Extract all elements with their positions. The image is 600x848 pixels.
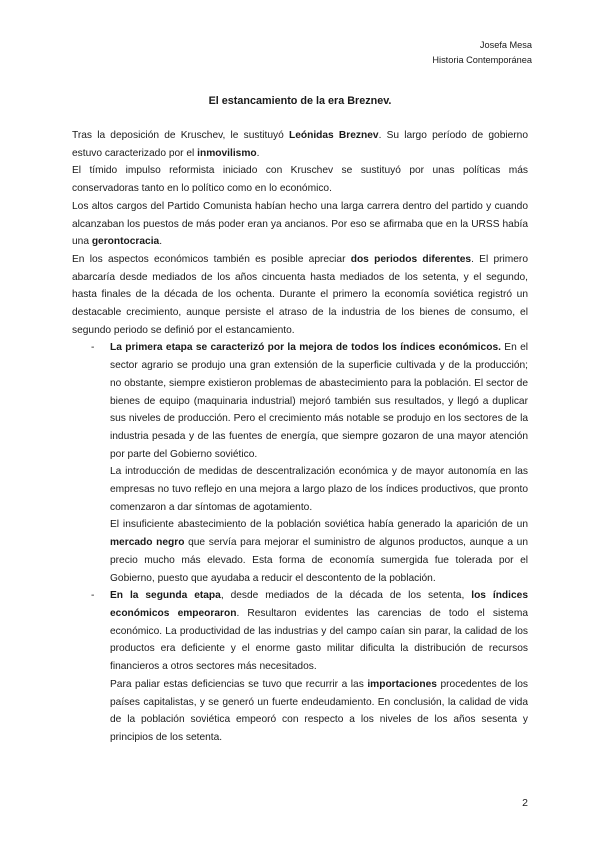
text-run: . Resultaron evidentes las carencias de todo el sistema económico. La productividad de las industrias y del campo caían sin parar, la calidad de los productos era deficiente y el enorme gasto militar dificulta la distribución de recursos financieros a otros sectores más necesitados. bbox=[110, 607, 528, 673]
text-run: Tras la deposición de Kruschev, le sustituyó bbox=[72, 130, 289, 141]
text-run: , desde mediados de la década de los setenta, bbox=[220, 590, 472, 602]
paragraph bbox=[72, 127, 528, 162]
paragraph bbox=[110, 516, 528, 587]
text-run: En el sector agrario se produjo una gran extensión de la superficie cultivada y de la producción; no obstante, siempre existieron problemas de abastecimiento para la población. El sector de bienes de equipo (maquinaria industrial) mejoró también sus resultados, y llegó a duplicar sus niveles de producción. Pero el crecimiento más notable se produjo en los sectores de la industria pesada y de las fuentes de energía, que siempre gozaron de una mayor atención por parte del Gobierno soviético. bbox=[110, 342, 528, 460]
bold-text: inmovilismo bbox=[197, 147, 257, 159]
text-run: La introducción de medidas de descentralización económica y de mayor autonomía en las empresas no tuvo reflejo en una mejora a largo plazo de los índices productivos, que pronto comenzaron a dar síntomas de agotamiento. bbox=[110, 466, 528, 513]
text-run: . bbox=[256, 147, 260, 159]
intro-section bbox=[72, 127, 528, 339]
list-item bbox=[72, 587, 528, 746]
bold-text: La primera etapa se caracterizó por la mejora de todos los índices económicos. bbox=[110, 342, 501, 354]
text-run: . Su largo período de gobierno estuvo caracterizado por el bbox=[72, 130, 529, 159]
bold-text: mercado negro bbox=[110, 537, 185, 549]
paragraph bbox=[72, 251, 528, 340]
text-run: . El primero abarcaría desde mediados de los años cincuenta hasta mediados de los setenta, y el segundo, hasta finales de la década de los ochenta. Durante el primero la economía soviética registró un destacable crecimiento, aunque persiste el atraso de la industria de los bienes de consumo, el segundo periodo se definió por el estancamiento. bbox=[72, 253, 528, 336]
page-number: 2 bbox=[522, 797, 528, 809]
list-dash: - bbox=[91, 342, 95, 354]
text-run: . bbox=[159, 236, 163, 248]
document-title: El estancamiento de la era Breznev. bbox=[208, 95, 392, 107]
bold-text: gerontocracia bbox=[91, 236, 160, 248]
paragraph bbox=[110, 339, 528, 463]
paragraph bbox=[110, 463, 528, 516]
paragraph bbox=[72, 162, 528, 197]
list-item bbox=[72, 339, 528, 587]
bold-text: importaciones bbox=[367, 678, 437, 690]
text-run: En los aspectos económicos también es posible apreciar bbox=[72, 253, 351, 265]
bold-text: Leónidas Breznev bbox=[289, 130, 379, 141]
document-body bbox=[72, 127, 528, 747]
text-run: El insuficiente abastecimiento de la población soviética había generado la aparición de un bbox=[110, 519, 528, 531]
text-run: Para paliar estas deficiencias se tuvo que recurrir a las bbox=[110, 678, 368, 690]
author-name: Josefa Mesa bbox=[479, 40, 532, 50]
bullet-list bbox=[72, 339, 528, 746]
bold-text: dos periodos diferentes bbox=[350, 253, 472, 265]
text-run: El tímido impulso reformista iniciado con Kruschev se sustituyó por unas políticas más conservadoras tanto en lo político como en lo económico. bbox=[72, 165, 528, 195]
bold-text: los índices económicos empeoraron bbox=[110, 590, 528, 619]
subject-name: Historia Contemporánea bbox=[432, 54, 532, 65]
text-run: que servía para mejorar el suministro de algunos productos, aunque a un precio mucho más elevado. Esta forma de economía sumergida fue tolerada por el Gobierno, puesto que ayudaba a reducir el descontento de la población. bbox=[110, 537, 528, 584]
text-run: Los altos cargos del Partido Comunista habían hecho una larga carrera dentro del partido y cuando alcanzaban los puestos de más poder eran ya ancianos. Por eso se afirmaba que en la URSS había una bbox=[72, 200, 528, 248]
text-run: procedentes de los países capitalistas, y se generó un fuerte endeudamiento. En conclusión, la calidad de vida de la población soviética empeoró con respecto a los niveles de los años sesenta y principios de los setenta. bbox=[110, 678, 528, 743]
list-dash: - bbox=[91, 590, 95, 602]
page-header bbox=[432, 38, 532, 67]
bold-text: En la segunda etapa bbox=[110, 590, 221, 602]
paragraph bbox=[110, 676, 528, 747]
paragraph bbox=[110, 587, 528, 676]
paragraph bbox=[72, 198, 528, 251]
